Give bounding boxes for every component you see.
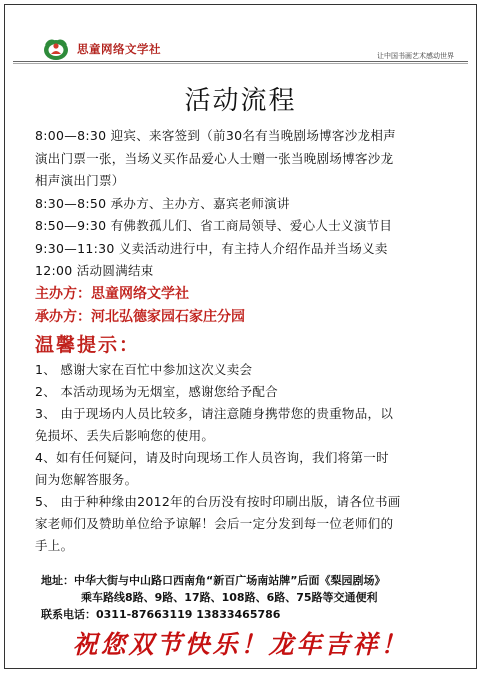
schedule-line: 演出门票一张，当场义买作品爱心人士赠一张当晚剧场博客沙龙: [35, 150, 394, 166]
tip-line: 1、 感谢大家在百忙中参加这次义卖会: [35, 361, 253, 377]
tips-heading: 温馨提示：: [35, 333, 141, 356]
closing-greeting: 祝您双节快乐！龙年吉祥！: [72, 630, 409, 659]
schedule-line: 8:50—9:30 有佛教孤儿们、省工商局领导、爱心人士义演节目: [35, 218, 393, 233]
header-divider-thin: [13, 63, 468, 64]
org-name: 思童网络文学社: [77, 42, 161, 56]
tips-list: [35, 359, 450, 557]
tip-line: 5、 由于种种缘由2012年的台历没有按时印刷出版，请各位书画: [35, 493, 401, 509]
schedule-line: 8:30—8:50 承办方、主办方、嘉宾老师演讲: [35, 195, 290, 211]
logo-icon: [43, 37, 69, 61]
co-host-organizer: 承办方：河北弘德家园石家庄分园: [35, 308, 245, 325]
header: [5, 5, 476, 65]
phone-line: 联系电话：0311-87663119 13833465786: [41, 608, 281, 621]
host-organizer: 主办方：思童网络文学社: [35, 285, 189, 302]
bus-route-line: 乘车路线8路、9路、17路、108路、6路、75路等交通便利: [81, 591, 378, 604]
tip-line: 手上。: [35, 537, 74, 553]
schedule-line: 相声演出门票）: [35, 173, 125, 188]
schedule-line: 12:00 活动圆满结束: [35, 263, 154, 278]
document-page: [4, 4, 477, 669]
tip-line: 4、如有任何疑问，请及时向现场工作人员咨询，我们将第一时: [35, 449, 389, 465]
schedule-list: [35, 125, 450, 283]
schedule-line: 9:30—11:30 义卖活动进行中，有主持人介绍作品并当场义卖: [35, 240, 388, 256]
tip-line: 家老师们及赞助单位给予谅解！会后一定分发到每一位老师们的: [35, 515, 394, 531]
tip-line: 免损坏、丢失后影响您的使用。: [35, 427, 215, 443]
tip-line: 3、 由于现场内人员比较多，请注意随身携带您的贵重物品，以: [35, 405, 394, 421]
header-divider: [13, 61, 468, 62]
address-line: 地址：中华大街与中山路口西南角“新百广场南站牌”后面《梨园剧场》: [41, 574, 386, 587]
schedule-line: 8:00—8:30 迎宾、来客签到（前30名有当晚剧场博客沙龙相声: [35, 128, 396, 143]
content-body: [35, 125, 450, 557]
tip-line: 间为您解答服务。: [35, 471, 138, 487]
footer: [5, 572, 476, 623]
page-title: 活动流程: [184, 86, 297, 116]
tip-line: 2、 本活动现场为无烟室，感谢您给予配合: [35, 383, 278, 399]
header-slogan: 让中国书画艺术感动世界: [377, 52, 454, 60]
